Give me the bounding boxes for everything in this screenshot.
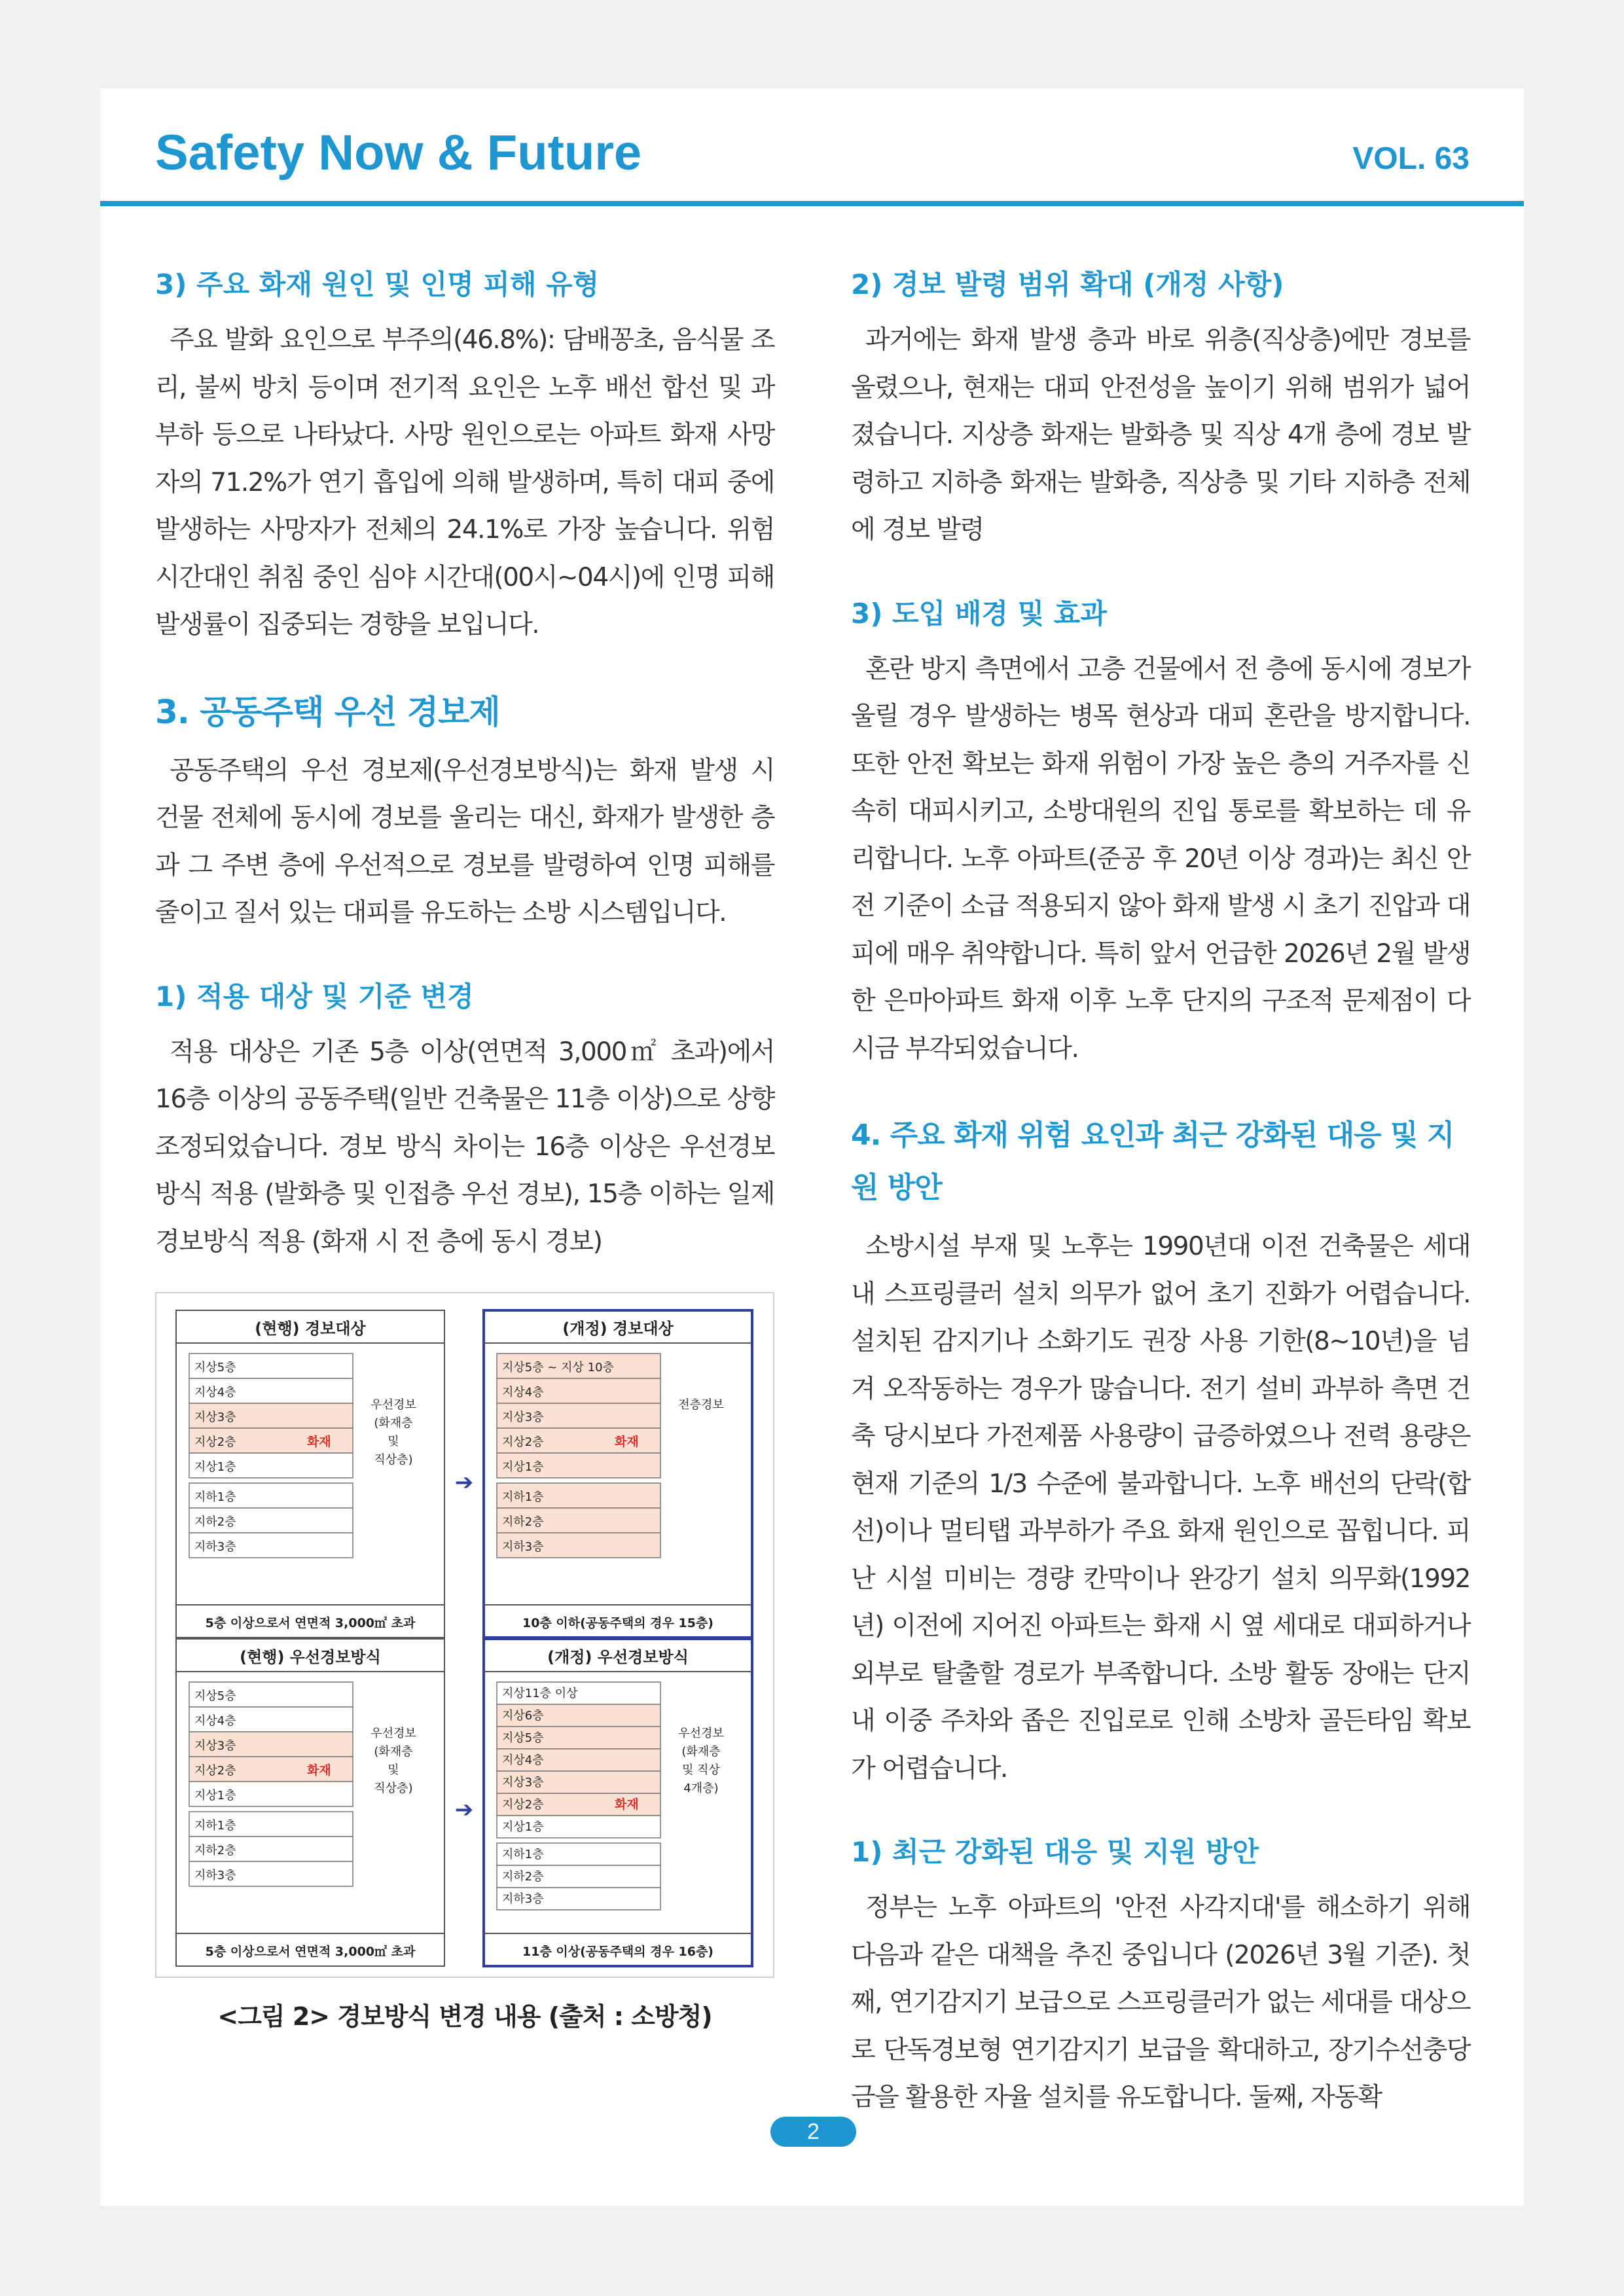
q4-floor-label: 지상11층 이상: [502, 1687, 578, 1700]
alarm-method-figure: [155, 1292, 774, 1978]
q2-floor-label: 지상4층: [502, 1386, 544, 1399]
q4-floor-label: 지상1층: [502, 1820, 544, 1834]
q3-floor-label: 지상1층: [194, 1789, 236, 1803]
q3-floor-label: 지상4층: [194, 1714, 236, 1728]
q1-floor-label: 지상3층: [194, 1410, 236, 1424]
q1-side-note: 및: [388, 1435, 399, 1448]
q4-fire-label: 화재: [615, 1797, 639, 1812]
q1-floor-label: 지상1층: [194, 1460, 236, 1474]
q3-side-note: (화재층: [374, 1745, 413, 1759]
paragraph-support-measures: 정부는 노후 아파트의 '안전 사각지대'를 해소하기 위해 다음과 같은 대책을 추진 중입니다 (2026년 3월 기준). 첫째, 연기감지기 보급으로 스프링클러가 없는 세대를 대상으로 단독경보형 연기감지기 보급을 확대하고, 장기수선충당금을 활용한 자율 설치를 유도합니다. 둘째, 자동확: [851, 1893, 1470, 2112]
paragraph-fire-causes: 주요 발화 요인으로 부주의(46.8%): 담배꽁초, 음식물 조리, 불씨 방치 등이며 전기적 요인은 노후 배선 합선 및 과부하 등으로 나타났다. 사망 원인으로는 아파트 화재 사망자의 71.2%가 연기 흡입에 의해 발생하며, 특히 대피 중에 발생하는 사망자가 전체의 24.1%로 가장 높습니다. 위험 시간대인 취침 중인 심야 시간대(00시~04시)에 인명 피해 발생률이 집중되는 경향을 보입니다.: [155, 325, 774, 639]
paragraph-risk-factors: 소방시설 부재 및 노후는 1990년대 이전 건축물은 세대 내 스프링클러 설치 의무가 없어 초기 진화가 어렵습니다. 설치된 감지기나 소화기도 권장 사용 기한(8~10년)을 넘겨 오작동하는 경우가 많습니다. 전기 설비 과부하 측면 건축 당시보다 가전제품 사용량이 급증하였으나 전력 용량은 현재 기준의 1/3 수준에 불과합니다. 노후 배선의 단락(합선)이나 멀티탭 과부하가 주요 화재 원인으로 꼽힙니다. 피난 시설 미비는 경량 칸막이나 완강기 설치 의무화(1992년) 이전에 지어진 아파트는 화재 시 옆 세대로 대피하거나 외부로 탈출할 경로가 부족합니다. 소방 활동 장애는 단지 내 이중 주차와 좁은 진입로로 인해 소방차 골든타임 확보가 어렵습니다.: [851, 1232, 1470, 1784]
paragraph-alarm-range: 과거에는 화재 발생 층과 바로 위층(직상층)에만 경보를 울렸으나, 현재는 대피 안전성을 높이기 위해 범위가 넓어졌습니다. 지상층 화재는 발화층 및 직상 4개 층에 경보 발령하고 지하층 화재는 발화층, 직상층 및 기타 지하층 전체에 경보 발령: [851, 325, 1470, 545]
arrow-icon: ➔: [454, 1469, 474, 1496]
q2-floor-label: 지상1층: [502, 1460, 544, 1474]
q4-side-note: 4개층): [683, 1782, 719, 1795]
q3-title: (현행) 우선경보방식: [240, 1648, 381, 1666]
page-number: 2: [770, 2117, 856, 2147]
q1-side-note: 직상층): [374, 1453, 413, 1467]
arrow-icon: ➔: [454, 1797, 474, 1823]
alarm-method-diagram: [156, 1293, 773, 1977]
q2-side-note: 전층경보: [678, 1398, 724, 1412]
q2-fire-label: 화재: [615, 1435, 639, 1449]
q4-floor-label: 지상2층: [502, 1798, 544, 1812]
q2-floor-label: 지상3층: [502, 1410, 544, 1424]
q2-floor-label: 지상2층: [502, 1435, 544, 1449]
section-heading-background: 3) 도입 배경 및 효과: [851, 597, 1107, 630]
left-column: [155, 262, 774, 2032]
q3-floor-label: 지하1층: [194, 1819, 236, 1833]
q4-floor-label: 지상4층: [502, 1753, 544, 1767]
q1-title: (현행) 경보대상: [255, 1319, 366, 1338]
q4-side-note: (화재층: [681, 1745, 721, 1759]
q2-floor-label: 지하3층: [502, 1540, 544, 1554]
q1-floor-label: 지하3층: [194, 1540, 236, 1554]
magazine-title: Safety Now & Future: [155, 125, 642, 181]
q1-floor-label: 지하2층: [194, 1515, 236, 1529]
q3-fire-label: 화재: [307, 1763, 331, 1778]
header-divider: [100, 201, 1524, 206]
q2-floor-label: 지상5층 ~ 지상 10층: [502, 1361, 614, 1374]
q4-floor-label: 지하3층: [502, 1892, 544, 1906]
section-heading-support-measures: 1) 최근 강화된 대응 및 지원 방안: [851, 1836, 1259, 1868]
q1-floor-label: 지상2층: [194, 1435, 236, 1449]
section-heading-alarm-range: 2) 경보 발령 범위 확대 (개정 사항): [851, 268, 1284, 300]
q4-side-note: 우선경보: [678, 1727, 724, 1740]
section-heading-fire-causes: 3) 주요 화재 원인 및 인명 피해 유형: [155, 268, 600, 300]
q3-side-note: 및: [388, 1763, 399, 1777]
q1-side-note: 우선경보: [370, 1398, 416, 1412]
paragraph-criteria-change: 적용 대상은 기존 5층 이상(연면적 3,000㎡ 초과)에서 16층 이상의 공동주택(일반 건축물은 11층 이상)으로 상향 조정되었습니다. 경보 방식 차이는 16층 이상은 우선경보방식 적용 (발화층 및 인접층 우선 경보), 15층 이하는 일제경보방식 적용 (화재 시 전 층에 동시 경보): [155, 1037, 774, 1257]
right-column: [851, 262, 1470, 2122]
q4-footer: 11층 이상(공동주택의 경우 16층): [522, 1945, 713, 1959]
q1-fire-label: 화재: [307, 1435, 331, 1449]
q3-floor-label: 지상3층: [194, 1739, 236, 1753]
q3-floor-label: 지하2층: [194, 1844, 236, 1857]
q3-floor-label: 지하3층: [194, 1869, 236, 1882]
section-heading-priority-alarm: 3. 공동주택 우선 경보제: [155, 692, 500, 731]
q3-floor-label: 지상5층: [194, 1689, 236, 1703]
q4-side-note: 및 직상: [682, 1763, 720, 1777]
q3-footer: 5층 이상으로서 연면적 3,000㎡ 초과: [205, 1945, 416, 1959]
paragraph-priority-alarm: 공동주택의 우선 경보제(우선경보방식)는 화재 발생 시 건물 전체에 동시에 경보를 울리는 대신, 화재가 발생한 층과 그 주변 층에 우선적으로 경보를 발령하여 인명 피해를 줄이고 질서 있는 대피를 유도하는 소방 시스템입니다.: [155, 755, 774, 927]
q1-floor-label: 지상4층: [194, 1386, 236, 1399]
q3-side-note: 직상층): [374, 1782, 413, 1795]
q1-footer: 5층 이상으로서 연면적 3,000㎡ 초과: [205, 1616, 416, 1630]
paragraph-background: 혼란 방지 측면에서 고층 건물에서 전 층에 동시에 경보가 울릴 경우 발생하는 병목 현상과 대피 혼란을 방지합니다. 또한 안전 확보는 화재 위험이 가장 높은 층의 거주자를 신속히 대피시키고, 소방대원의 진입 통로를 확보하는 데 유리합니다. 노후 아파트(준공 후 20년 이상 경과)는 최신 안전 기준이 소급 적용되지 않아 화재 발생 시 초기 진압과 대피에 매우 취약합니다. 특히 앞서 언급한 2026년 2월 발생한 은마아파트 화재 이후 노후 단지의 구조적 문제점이 다시금 부각되었습니다.: [851, 654, 1470, 1064]
q1-floor-label: 지하1층: [194, 1490, 236, 1504]
figure-caption: <그림 2> 경보방식 변경 내용 (출처 : 소방청): [217, 2002, 712, 2031]
q4-floor-label: 지상3층: [502, 1776, 544, 1789]
q2-title: (개정) 경보대상: [562, 1319, 674, 1338]
q2-floor-label: 지하1층: [502, 1490, 544, 1504]
q1-side-note: (화재층: [374, 1416, 413, 1430]
q4-floor-label: 지하1층: [502, 1848, 544, 1861]
volume-label: VOL. 63: [1352, 141, 1470, 176]
q4-floor-label: 지상6층: [502, 1709, 544, 1723]
section-heading-criteria-change: 1) 적용 대상 및 기준 변경: [155, 980, 474, 1013]
q3-floor-label: 지상2층: [194, 1764, 236, 1778]
q4-floor-label: 지상5층: [502, 1731, 544, 1745]
section-heading-risk-factors: 4. 주요 화재 위험 요인과 최근 강화된 대응 및 지원 방안: [851, 1119, 1454, 1204]
q2-floor-label: 지하2층: [502, 1515, 544, 1529]
q1-floor-label: 지상5층: [194, 1361, 236, 1374]
q3-side-note: 우선경보: [370, 1727, 416, 1740]
q4-floor-label: 지하2층: [502, 1870, 544, 1884]
q4-title: (개정) 우선경보방식: [547, 1648, 689, 1666]
q2-footer: 10층 이하(공동주택의 경우 15층): [522, 1616, 713, 1630]
